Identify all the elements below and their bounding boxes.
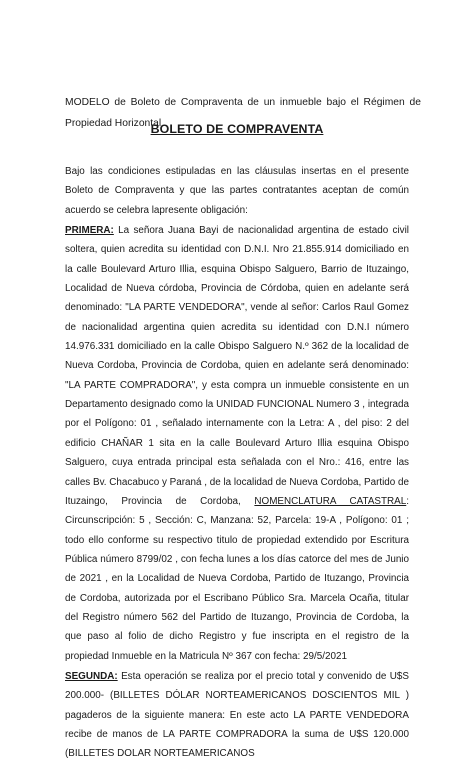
clause-segunda-label: SEGUNDA: xyxy=(65,670,118,682)
clause-segunda-text: Esta operación se realiza por el precio total y convenido de U$S 200.000- (BILLETES DÓLAR NORTEAMERICANOS DOSCIENTOS MIL ) pagaderos de la siguiente manera: En este acto LA PARTE VENDEDORA recibe de manos de LA PARTE COMPRADORA la suma de U$S 120.000 (BILLETES DOLAR NORTEAMERICANOS xyxy=(65,670,409,760)
preamble-paragraph: Bajo las condiciones estipuladas en las cláusulas insertas en el presente Boleto de Compraventa y que las partes contratantes aceptan de común acuerdo se celebra lapresente obligación: xyxy=(65,166,409,216)
document-title: BOLETO DE COMPRAVENTA xyxy=(150,122,324,136)
clause-primera xyxy=(65,221,409,666)
clause-segunda xyxy=(65,667,409,764)
document-intro: MODELO de Boleto de Compraventa de un inmueble bajo el Régimen de Propiedad Horizontal xyxy=(65,97,421,129)
clause-primera-text-b: : Circunscripción: 5 , Sección: C, Manzana: 52, Parcela: 19-A , Polígono: 01 ; todo ello conforme su respectivo titulo de propiedad extendido por Escritura Pública número 8799/02 , con fecha lunes a los días catorce del mes de Junio de 2021 , en la Localidad de Nueva Cordoba, Partido de Ituzango, Provincia de Cordoba, autorizada por el Escribano Público Sra. Marcela Ocaña, titular del Registro número 562 del Partido de Ituzango, Provincia de Cordoba, la que paso al folio de dicho Registro y fue inscripta en el registro de la propiedad Inmueble en la Matricula Nº 367 con fecha: 29/5/2021 xyxy=(65,495,409,662)
clause-primera-label: PRIMERA: xyxy=(65,225,114,237)
clause-primera-text-a: La señora Juana Bayi de nacionalidad argentina de estado civil soltera, quien acredita su identidad con D.N.I. Nro 21.855.914 domiciliado en la calle Boulevard Arturo Illia, esquina Obispo Salguero, Barrio de Ituzaingo, Localidad de Nueva córdoba, Provincia de Córdoba, quien en adelante será denominado: "LA PARTE VENDEDORA", vende al señor: Carlos Raul Gomez de nacionalidad argentina quien acredita su identidad con D.N.I número 14.976.331 domiciliado en la calle Obispo Salguero N.º 362 de la localidad de Nueva Cordoba, Provincia de Cordoba, quien en adelante será denominado: "LA PARTE COMPRADORA", y esta compra un inmueble consistente en un Departamento designado como la UNIDAD FUNCIONAL Numero 3 , integrada por el Polígono: 01 , señalado internamente con la Letra: A , del piso: 2 del edificio CHAÑAR 1 sita en la calle Boulevard Arturo Illia esquina Obispo Salguero, cuya entrada principal esta señalada con el Nro.: 416, entre las calles Bv. Chacabuco y Paraná , de la localidad de Nueva Cordoba, Partido de Ituzaingo, Provincia de Cordoba, xyxy=(65,225,410,507)
nomenclatura-catastral-term: NOMENCLATURA CATASTRAL xyxy=(254,495,407,507)
document-body xyxy=(65,162,409,764)
